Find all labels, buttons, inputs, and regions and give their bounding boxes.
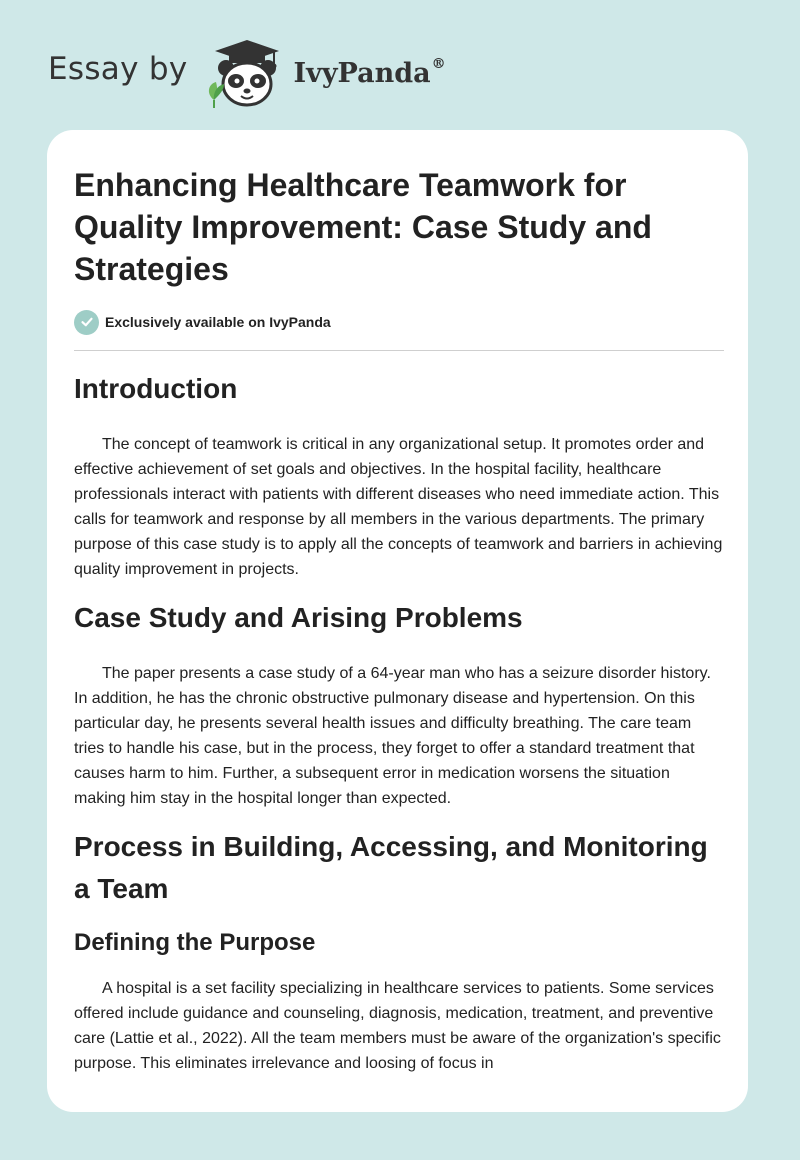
exclusive-badge xyxy=(74,309,724,335)
panda-graduate-logo-icon[interactable] xyxy=(202,34,292,110)
paragraph-case-study: The paper presents a case study of a 64-year man who has a seizure disorder history. In addition, he has the chronic obstructive pulmonary disease and hypertension. On this particular day, he presents several health issues and difficulty breathing. The care team tries to handle his case, but in the process, they forget to offer a standard treatment that causes harm to him. Further, a subsequent error in medication worsens the situation making him stay in the hospital longer than expected. xyxy=(74,665,711,807)
exclusive-label: Exclusively available on IvyPanda xyxy=(105,314,331,330)
essay-content xyxy=(74,164,724,1076)
essay-card xyxy=(47,130,748,1112)
section-heading-introduction: Introduction xyxy=(74,373,238,404)
essay-title: Enhancing Healthcare Teamwork for Quality Improvement: Case Study and Strategies xyxy=(74,167,652,287)
check-circle-icon xyxy=(74,310,99,335)
title-divider xyxy=(74,350,724,351)
brand-prefix: Essay by xyxy=(48,51,188,87)
section-heading-process: Process in Building, Accessing, and Monitoring a Team xyxy=(74,831,708,904)
section-heading-case-study: Case Study and Arising Problems xyxy=(74,602,523,633)
site-header xyxy=(48,34,446,110)
paragraph-introduction: The concept of teamwork is critical in any organizational setup. It promotes order and effective achievement of set goals and objectives. In the hospital facility, healthcare professionals interact with patients with different diseases who need immediate action. This calls for teamwork and response by all members in the various departments. The primary purpose of this case study is to apply all the concepts of teamwork and barriers in achieving quality improvement in projects. xyxy=(74,436,723,578)
brand-name[interactable]: IvyPanda® xyxy=(293,55,446,89)
paragraph-defining-purpose: A hospital is a set facility specializing in healthcare services to patients. Some services offered include guidance and counseling, diagnosis, medication, treatment, and preventive care (Lattie et al., 2022). All the team members must be aware of the organization's specific purpose. This eliminates irrelevance and loosing of focus in xyxy=(74,980,721,1072)
subsection-heading-defining-purpose: Defining the Purpose xyxy=(74,929,316,956)
registered-mark: ® xyxy=(431,55,446,72)
